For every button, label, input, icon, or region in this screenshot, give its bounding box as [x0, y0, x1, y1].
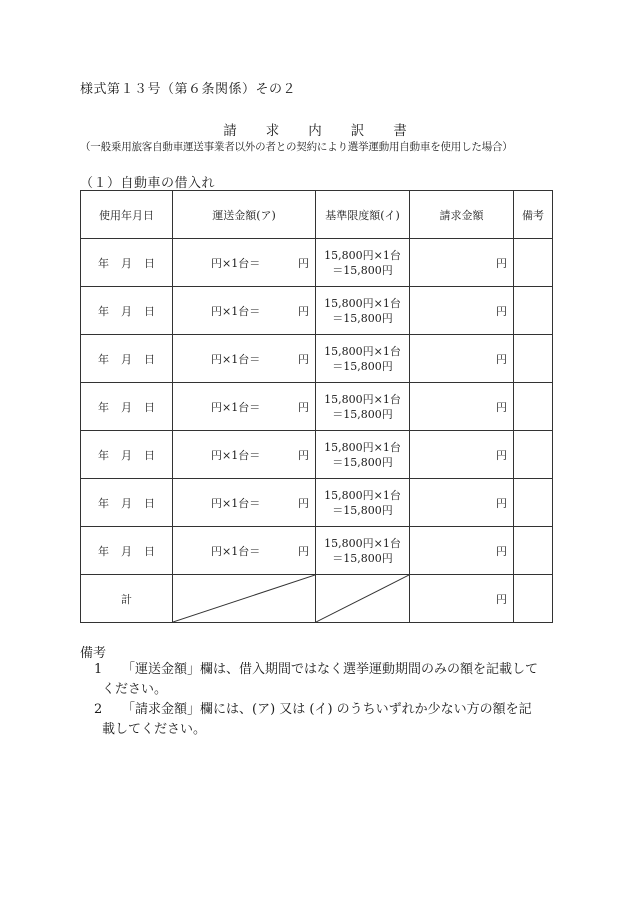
limit-line2: ＝15,800円	[332, 455, 393, 469]
billing-amount-cell[interactable]: 円	[410, 239, 514, 287]
date-day-label: 日	[144, 496, 155, 510]
date-month-label: 月	[121, 352, 132, 366]
transport-formula: 円×1台＝	[211, 352, 261, 366]
document-subtitle: （一般乗用旅客自動車運送事業者以外の者との契約により選挙運動用自動車を使用した場合）	[80, 141, 513, 153]
transport-yen: 円	[298, 496, 309, 510]
transport-amount-cell[interactable]	[173, 335, 316, 383]
billing-amount-cell[interactable]: 円	[410, 527, 514, 575]
remarks-cell[interactable]	[514, 431, 553, 479]
standard-limit-cell	[316, 431, 410, 479]
transport-amount-cell[interactable]	[173, 383, 316, 431]
date-year-label: 年	[98, 400, 109, 414]
standard-limit-cell	[316, 479, 410, 527]
transport-formula: 円×1台＝	[211, 304, 261, 318]
billing-total-cell[interactable]: 円	[410, 575, 514, 623]
date-day-label: 日	[144, 448, 155, 462]
breakdown-table	[80, 190, 553, 623]
form-number: 様式第１３号（第６条関係）その２	[80, 82, 297, 97]
date-year-label: 年	[98, 256, 109, 270]
note-text-line2: ください。	[102, 682, 168, 697]
header-remarks: 備考	[514, 191, 553, 239]
limit-line1: 15,800円×1台	[324, 248, 401, 262]
remarks-cell[interactable]	[514, 479, 553, 527]
date-year-label: 年	[98, 448, 109, 462]
date-year-label: 年	[98, 496, 109, 510]
header-usage-date: 使用年月日	[81, 191, 173, 239]
remarks-cell[interactable]	[514, 239, 553, 287]
note-item-1	[94, 660, 554, 700]
standard-limit-cell	[316, 335, 410, 383]
remarks-total-cell[interactable]	[514, 575, 553, 623]
header-billing-amount: 請求金額	[410, 191, 514, 239]
note-text-line2: 載してください。	[102, 722, 207, 737]
date-year-label: 年	[98, 352, 109, 366]
standard-limit-cell	[316, 239, 410, 287]
date-year-label: 年	[98, 544, 109, 558]
standard-limit-cell	[316, 527, 410, 575]
limit-line1: 15,800円×1台	[324, 488, 401, 502]
table-total-row	[81, 575, 553, 623]
limit-line2: ＝15,800円	[332, 359, 393, 373]
limit-line2: ＝15,800円	[332, 311, 393, 325]
transport-yen: 円	[298, 544, 309, 558]
transport-amount-cell[interactable]	[173, 527, 316, 575]
remarks-cell[interactable]	[514, 287, 553, 335]
limit-total-void-cell	[316, 575, 410, 623]
note-text-line1: 「運送金額」欄は、借入期間ではなく選挙運動期間のみの額を記載して	[122, 662, 539, 677]
header-standard-limit: 基準限度額(イ)	[316, 191, 410, 239]
usage-date-cell[interactable]	[81, 383, 173, 431]
date-month-label: 月	[121, 448, 132, 462]
limit-line2: ＝15,800円	[332, 407, 393, 421]
transport-amount-cell[interactable]	[173, 287, 316, 335]
remarks-cell[interactable]	[514, 527, 553, 575]
limit-line2: ＝15,800円	[332, 263, 393, 277]
billing-amount-cell[interactable]: 円	[410, 479, 514, 527]
date-day-label: 日	[144, 304, 155, 318]
remarks-cell[interactable]	[514, 335, 553, 383]
table-row	[81, 335, 553, 383]
note-number: 1	[94, 662, 103, 677]
standard-limit-cell	[316, 383, 410, 431]
date-month-label: 月	[121, 544, 132, 558]
transport-yen: 円	[298, 304, 309, 318]
usage-date-cell[interactable]	[81, 431, 173, 479]
transport-formula: 円×1台＝	[211, 448, 261, 462]
standard-limit-cell	[316, 287, 410, 335]
transport-yen: 円	[298, 256, 309, 270]
date-day-label: 日	[144, 544, 155, 558]
date-day-label: 日	[144, 352, 155, 366]
table-row	[81, 527, 553, 575]
section-heading: （１）自動車の借入れ	[80, 176, 216, 191]
date-month-label: 月	[121, 256, 132, 270]
transport-formula: 円×1台＝	[211, 544, 261, 558]
transport-yen: 円	[298, 400, 309, 414]
date-day-label: 日	[144, 400, 155, 414]
usage-date-cell[interactable]	[81, 479, 173, 527]
note-item-2	[94, 700, 554, 740]
remarks-cell[interactable]	[514, 383, 553, 431]
limit-line2: ＝15,800円	[332, 503, 393, 517]
table-row	[81, 431, 553, 479]
transport-amount-cell[interactable]	[173, 431, 316, 479]
transport-formula: 円×1台＝	[211, 256, 261, 270]
limit-line1: 15,800円×1台	[324, 536, 401, 550]
date-year-label: 年	[98, 304, 109, 318]
header-transport-amount: 運送金額(ア)	[173, 191, 316, 239]
limit-line2: ＝15,800円	[332, 551, 393, 565]
notes-heading: 備考	[80, 646, 107, 661]
table-row	[81, 383, 553, 431]
table-row	[81, 239, 553, 287]
usage-date-cell[interactable]	[81, 287, 173, 335]
usage-date-cell[interactable]	[81, 335, 173, 383]
billing-amount-cell[interactable]: 円	[410, 383, 514, 431]
table-row	[81, 287, 553, 335]
note-text-line1: 「請求金額」欄には、(ア) 又は (イ) のうちいずれか少ない方の額を記	[122, 702, 532, 717]
date-month-label: 月	[121, 400, 132, 414]
date-month-label: 月	[121, 496, 132, 510]
billing-amount-cell[interactable]: 円	[410, 431, 514, 479]
limit-line1: 15,800円×1台	[324, 440, 401, 454]
date-month-label: 月	[121, 304, 132, 318]
transport-amount-cell[interactable]	[173, 479, 316, 527]
document-title: 請求内訳書	[223, 123, 436, 139]
transport-formula: 円×1台＝	[211, 496, 261, 510]
transport-formula: 円×1台＝	[211, 400, 261, 414]
limit-line1: 15,800円×1台	[324, 344, 401, 358]
table-header-row	[81, 191, 553, 239]
billing-amount-cell[interactable]: 円	[410, 287, 514, 335]
transport-total-void-cell	[173, 575, 316, 623]
transport-yen: 円	[298, 448, 309, 462]
transport-yen: 円	[298, 352, 309, 366]
note-number: 2	[94, 702, 103, 717]
limit-line1: 15,800円×1台	[324, 296, 401, 310]
date-day-label: 日	[144, 256, 155, 270]
table-row	[81, 479, 553, 527]
limit-line1: 15,800円×1台	[324, 392, 401, 406]
usage-date-cell[interactable]	[81, 239, 173, 287]
billing-amount-cell[interactable]: 円	[410, 335, 514, 383]
total-label: 計	[81, 575, 173, 623]
usage-date-cell[interactable]	[81, 527, 173, 575]
transport-amount-cell[interactable]	[173, 239, 316, 287]
